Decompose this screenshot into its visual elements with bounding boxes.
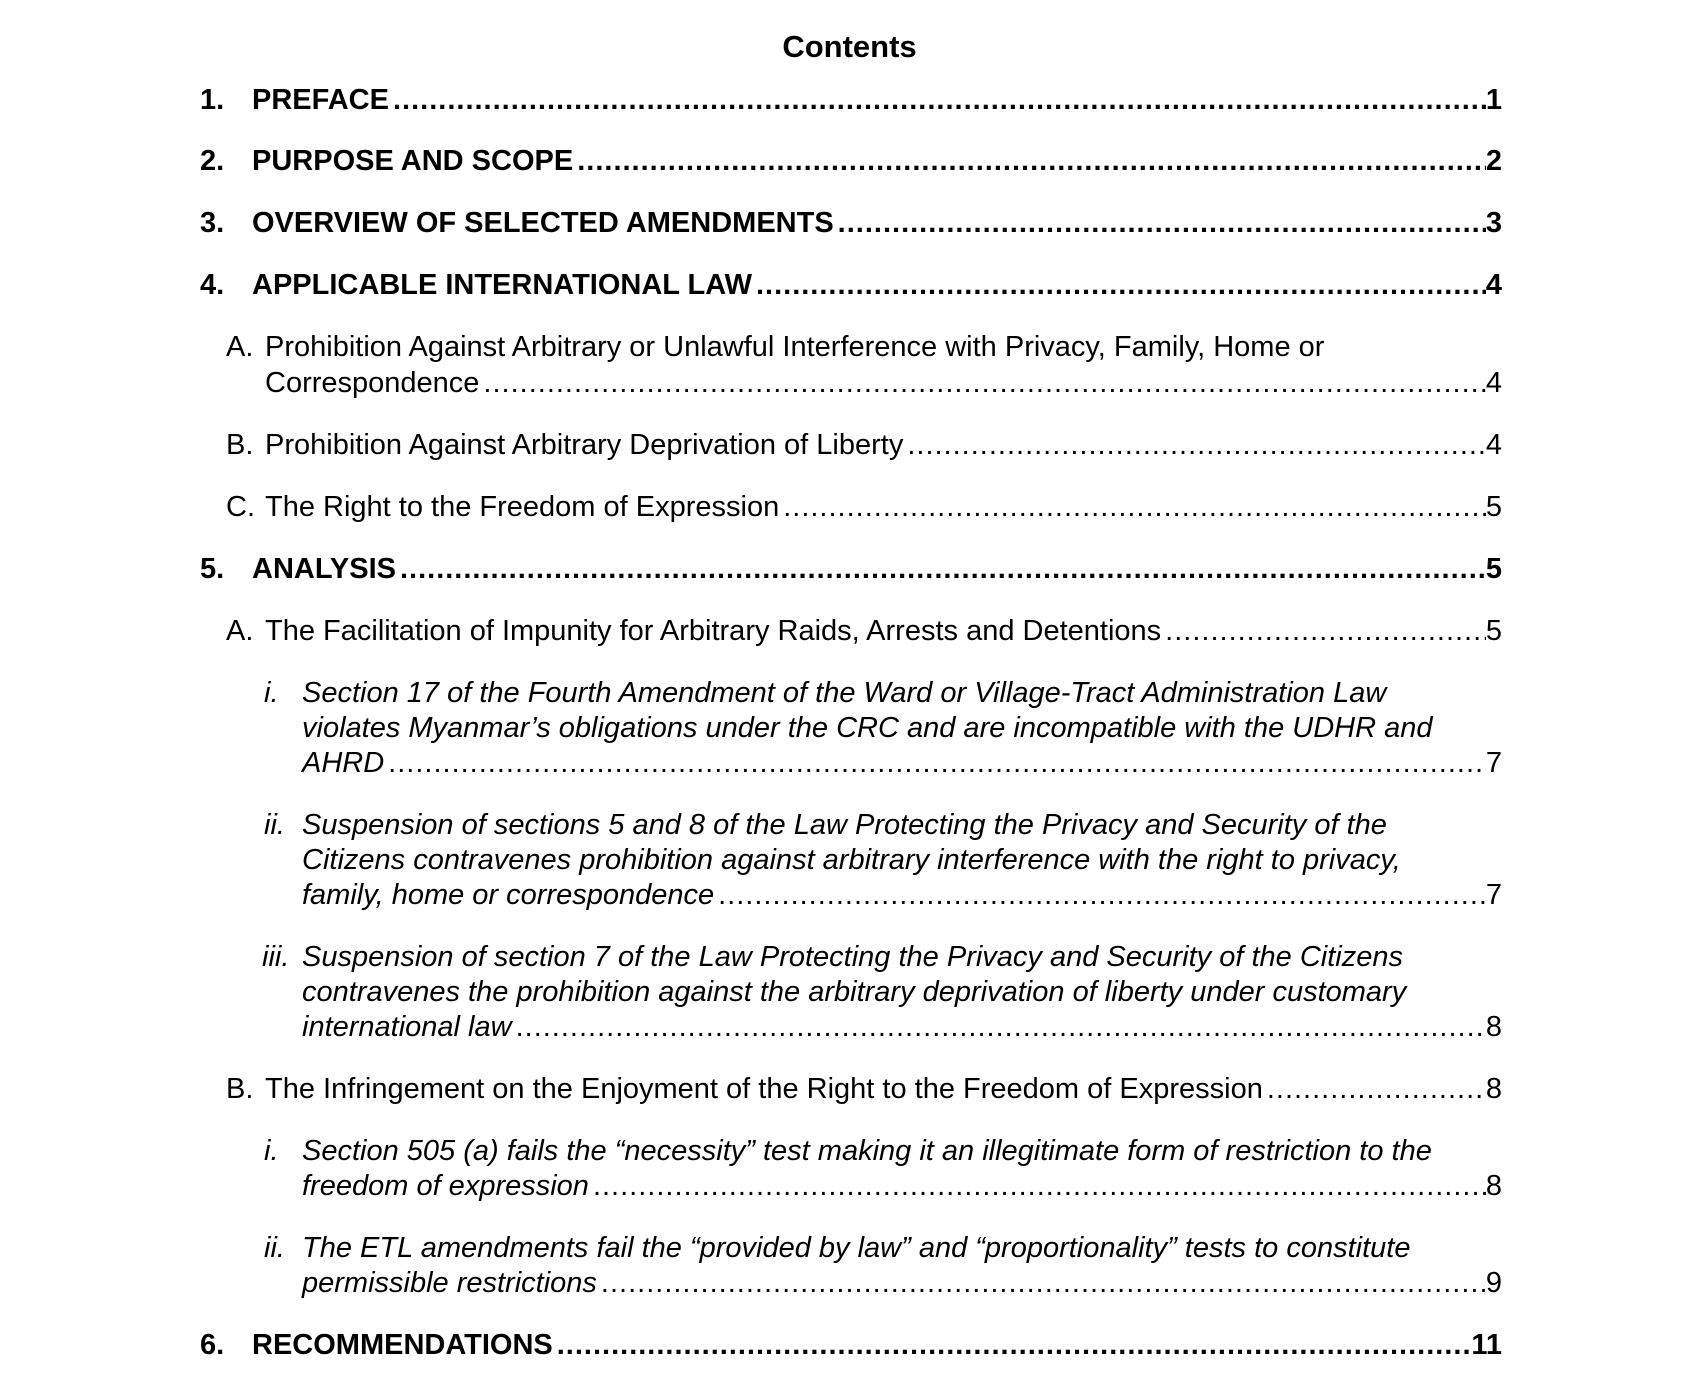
toc-entry-etl-amendments[interactable]	[302, 1266, 1502, 1301]
toc-page-number: 8	[1485, 1011, 1502, 1043]
toc-entry-privacy-interference[interactable]	[265, 366, 1502, 401]
toc-entry-purpose-and-scope[interactable]	[252, 144, 1502, 179]
toc-number: B.	[226, 429, 254, 461]
toc-page-number: 9	[1485, 1267, 1502, 1299]
toc-entry-impunity[interactable]	[265, 614, 1502, 649]
toc-entry-line[interactable]: Suspension of section 7 of the Law Protecting the Privacy and Security of the Citizens	[302, 941, 1403, 973]
toc-page-number: 5	[1485, 615, 1502, 647]
dot-leader	[597, 1266, 1486, 1301]
toc-number: 2.	[200, 145, 225, 177]
toc-entry-label: The Facilitation of Impunity for Arbitrary Raids, Arrests and Detentions	[265, 615, 1162, 647]
dot-leader	[573, 144, 1486, 179]
toc-entry-applicable-law[interactable]	[252, 268, 1502, 303]
toc-entry-section-505a[interactable]	[302, 1169, 1502, 1204]
toc-page-number: 3	[1485, 207, 1502, 239]
toc-entry-label: ANALYSIS	[252, 553, 396, 585]
toc-entry-overview[interactable]	[252, 206, 1502, 241]
toc-entry-label: The Infringement on the Enjoyment of the Right to the Freedom of Expression	[265, 1073, 1263, 1105]
dot-leader	[396, 552, 1486, 587]
toc-entry-recommendations[interactable]	[252, 1328, 1502, 1363]
toc-entry-label: APPLICABLE INTERNATIONAL LAW	[252, 269, 752, 301]
toc-entry-line[interactable]: Prohibition Against Arbitrary or Unlawful Interference with Privacy, Family, Home or	[265, 331, 1325, 363]
toc-number: 1.	[200, 84, 225, 116]
toc-entry-label: RECOMMENDATIONS	[252, 1329, 553, 1361]
toc-page-number: 7	[1485, 747, 1502, 779]
toc-number: A.	[226, 331, 254, 363]
toc-page-number: 5	[1485, 491, 1502, 523]
dot-leader	[389, 83, 1486, 118]
toc-entry-line[interactable]: The ETL amendments fail the “provided by law” and “proportionality” tests to constitute	[302, 1232, 1411, 1264]
toc-entry-label: international law	[302, 1011, 512, 1043]
toc-page-number: 8	[1485, 1073, 1502, 1105]
toc-entry-line[interactable]: Suspension of sections 5 and 8 of the Law Protecting the Privacy and Security of the	[302, 809, 1387, 841]
dot-leader	[752, 268, 1486, 303]
toc-entry-section-7[interactable]	[302, 1010, 1502, 1045]
toc-entry-line[interactable]: Section 17 of the Fourth Amendment of the Ward or Village-Tract Administration Law	[302, 677, 1387, 709]
toc-number: A.	[226, 615, 254, 647]
toc-entry-analysis[interactable]	[252, 552, 1502, 587]
toc-page-number: 4	[1485, 429, 1502, 461]
toc-page-number: 1	[1485, 84, 1502, 116]
toc-entry-preface[interactable]	[252, 83, 1502, 118]
dot-leader	[1161, 614, 1486, 649]
toc-number: iii.	[262, 941, 290, 973]
toc-entry-label: Correspondence	[265, 367, 480, 399]
dot-leader	[903, 428, 1486, 463]
dot-leader	[834, 206, 1486, 241]
toc-entry-line[interactable]: Citizens contravenes prohibition against arbitrary interference with the right to privacy,	[302, 844, 1401, 876]
dot-leader	[779, 490, 1486, 525]
toc-number: C.	[226, 491, 255, 523]
toc-entry-line[interactable]: violates Myanmar’s obligations under the CRC and are incompatible with the UDHR and	[302, 712, 1433, 744]
toc-page-number: 2	[1485, 145, 1502, 177]
dot-leader	[589, 1169, 1486, 1204]
toc-page-number: 4	[1485, 269, 1502, 301]
toc-entry-freedom-of-expression[interactable]	[265, 490, 1502, 525]
toc-entry-label: freedom of expression	[302, 1170, 589, 1202]
toc-entry-sections-5-and-8[interactable]	[302, 878, 1502, 913]
toc-number: ii.	[264, 809, 285, 841]
toc-entry-label: OVERVIEW OF SELECTED AMENDMENTS	[252, 207, 834, 239]
toc-page-number: 11	[1471, 1329, 1502, 1361]
toc-title: Contents	[782, 29, 917, 64]
toc-entry-label: Prohibition Against Arbitrary Deprivation of Liberty	[265, 429, 904, 461]
dot-leader	[479, 366, 1485, 401]
toc-page-number: 8	[1485, 1170, 1502, 1202]
toc-number: 6.	[200, 1329, 225, 1361]
toc-entry-label: AHRD	[302, 747, 385, 779]
toc-entry-section-17[interactable]	[302, 746, 1502, 781]
toc-page-number: 7	[1485, 879, 1502, 911]
toc-number: 4.	[200, 269, 225, 301]
toc-page-number: 4	[1485, 367, 1502, 399]
dot-leader	[553, 1328, 1472, 1363]
toc-entry-label: The Right to the Freedom of Expression	[265, 491, 780, 523]
dot-leader	[512, 1010, 1486, 1045]
toc-entry-infringement[interactable]	[265, 1072, 1502, 1107]
dot-leader	[714, 878, 1486, 913]
toc-entry-label: permissible restrictions	[302, 1267, 597, 1299]
toc-entry-label: PURPOSE AND SCOPE	[252, 145, 574, 177]
toc-entry-line[interactable]: contravenes the prohibition against the arbitrary deprivation of liberty under customary	[302, 976, 1407, 1008]
toc-entry-line[interactable]: Section 505 (a) fails the “necessity” test making it an illegitimate form of restriction to the	[302, 1135, 1432, 1167]
toc-entry-deprivation-of-liberty[interactable]	[265, 428, 1502, 463]
dot-leader	[1263, 1072, 1486, 1107]
toc-entry-label: family, home or correspondence	[302, 879, 715, 911]
toc-number: ii.	[264, 1232, 285, 1264]
toc-page-number: 5	[1485, 553, 1502, 585]
dot-leader	[384, 746, 1486, 781]
toc-number: B.	[226, 1073, 254, 1105]
toc-number: 5.	[200, 553, 225, 585]
toc-number: i.	[264, 677, 279, 709]
toc-entry-label: PREFACE	[252, 84, 389, 116]
toc-number: 3.	[200, 207, 225, 239]
toc-number: i.	[264, 1135, 279, 1167]
